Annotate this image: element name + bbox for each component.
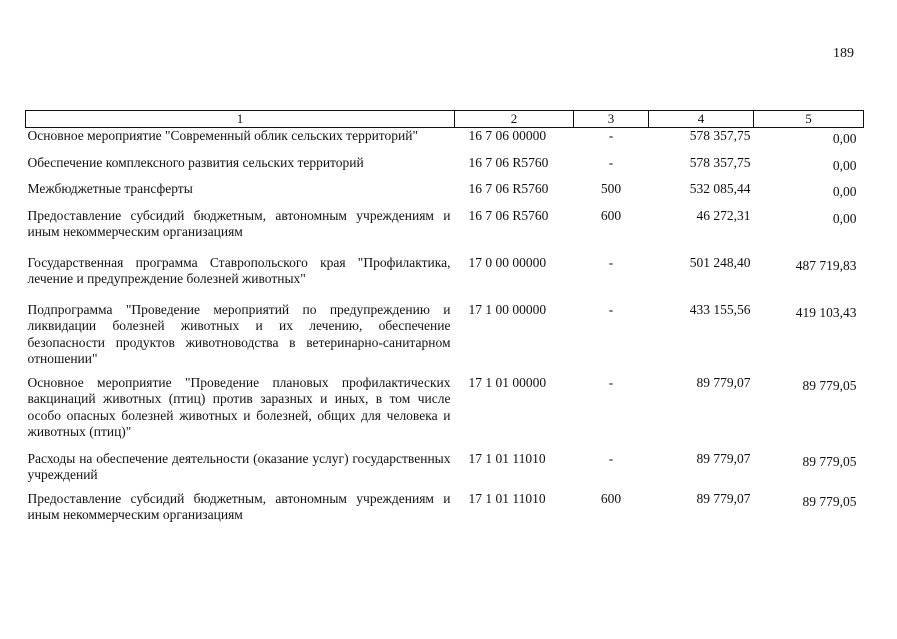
row-name: Подпрограмма "Проведение мероприятий по предупреждению и ликвидации болезней животных и их лечению, обеспечение безопасности продуктов животноводства в ветеринарно-санитарном отношении" (27, 301, 451, 366)
row-group: - (608, 374, 614, 390)
header-cell-group: 3 (574, 111, 649, 128)
table-row (26, 302, 864, 368)
header-cell-sum2: 5 (754, 111, 864, 128)
row-sum1: 89 779,07 (696, 374, 751, 390)
row-sum2: 89 779,05 (802, 493, 857, 509)
row-sum2-cell (754, 128, 864, 148)
row-sum2-cell (754, 491, 864, 524)
header-cell-code: 2 (455, 111, 574, 128)
page-number: 189 (833, 46, 854, 61)
row-sum2-cell (754, 208, 864, 241)
row-name: Межбюджетные трансферты (27, 181, 193, 196)
row-group: 500 (600, 181, 622, 196)
row-sum1: 578 357,75 (689, 128, 751, 143)
table-row (26, 491, 864, 524)
row-sum2-cell (754, 375, 864, 441)
row-sum2: 419 103,43 (795, 304, 857, 320)
table-row (26, 181, 864, 201)
row-code: 17 1 00 00000 (468, 301, 547, 317)
header-cell-sum1: 4 (649, 111, 754, 128)
row-sum2: 89 779,05 (802, 377, 857, 393)
row-sum2-cell (754, 451, 864, 484)
row-sum1: 433 155,56 (689, 301, 751, 317)
table-row (26, 375, 864, 441)
row-name: Государственная программа Ставропольского края "Профилактика, лечение и предупреждение болезней животных" (27, 254, 451, 286)
row-name: Предоставление субсидий бюджетным, автономным учреждениям и иным некоммерческим организациям (27, 207, 451, 239)
row-code: 17 1 01 11010 (468, 450, 546, 466)
row-sum1: 578 357,75 (689, 154, 751, 170)
row-group: 600 (600, 490, 622, 506)
row-sum2: 487 719,83 (795, 257, 857, 273)
table-row (26, 451, 864, 484)
row-sum2: 0,00 (832, 210, 857, 226)
row-sum1: 46 272,31 (696, 207, 751, 223)
header-cell-name: 1 (26, 111, 455, 128)
row-code: 17 0 00 00000 (468, 254, 547, 270)
row-sum2: 89 779,05 (802, 453, 857, 469)
row-group: 600 (600, 207, 622, 223)
row-group: - (608, 450, 614, 466)
table-row (26, 128, 864, 148)
row-code: 16 7 06 R5760 (468, 154, 549, 170)
row-code: 17 1 01 11010 (468, 490, 546, 506)
row-code: 16 7 06 R5760 (468, 181, 549, 196)
row-name: Предоставление субсидий бюджетным, автономным учреждениям и иным некоммерческим организациям (27, 490, 451, 522)
row-name: Обеспечение комплексного развития сельских территорий (27, 154, 364, 170)
row-code: 17 1 01 00000 (468, 374, 547, 390)
budget-table (25, 110, 864, 524)
row-sum1: 501 248,40 (689, 254, 751, 270)
row-name: Основное мероприятие "Современный облик сельских территорий" (27, 128, 418, 143)
row-name: Расходы на обеспечение деятельности (оказание услуг) государственных учреждений (27, 450, 451, 482)
row-sum1: 89 779,07 (696, 450, 751, 466)
row-group: - (608, 154, 614, 170)
table-row (26, 155, 864, 175)
row-code: 16 7 06 00000 (468, 128, 547, 143)
row-sum2-cell (754, 181, 864, 201)
row-group: - (608, 128, 614, 143)
row-group: - (608, 301, 614, 317)
row-sum2-cell (754, 255, 864, 288)
row-group: - (608, 254, 614, 270)
row-sum1: 532 085,44 (689, 181, 751, 196)
row-sum2-cell (754, 302, 864, 368)
row-name: Основное мероприятие "Проведение плановых профилактических вакцинаций животных (птиц) против заразных и иных, в том числе особо опасных болезней животных и болезней, общих для человека и животных (птиц)" (27, 374, 451, 439)
table-row (26, 208, 864, 241)
row-sum2-cell (754, 155, 864, 175)
row-code: 16 7 06 R5760 (468, 207, 549, 223)
table-row (26, 255, 864, 288)
row-sum2: 0,00 (832, 184, 857, 199)
row-sum2: 0,00 (832, 131, 857, 146)
row-sum2: 0,00 (832, 157, 857, 173)
row-sum1: 89 779,07 (696, 490, 751, 506)
table-header-row (26, 111, 864, 128)
